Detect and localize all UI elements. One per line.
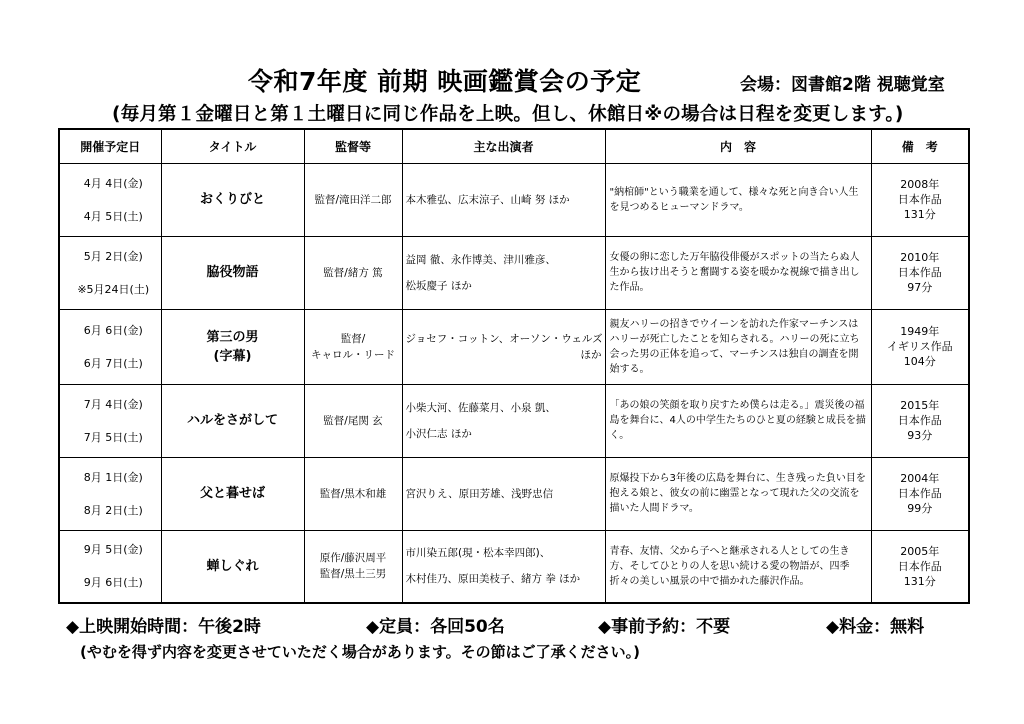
notes-cell [871, 384, 969, 457]
origin-country: 日本作品 [897, 559, 942, 573]
date-cell [59, 163, 161, 236]
cast-line: 小沢仁志 ほか [405, 427, 472, 440]
cast-line: ほか [580, 348, 602, 361]
start-time-info: ◆上映開始時間：午後2時 [66, 617, 261, 637]
director-cell [304, 457, 402, 530]
cast-cell [402, 163, 605, 236]
date-cell [59, 236, 161, 309]
date-saturday: 6月 7日(土) [83, 356, 143, 370]
notes-cell [871, 530, 969, 603]
film-title: おくりびと [199, 192, 265, 207]
date-friday: 7月 4日(金) [83, 397, 143, 411]
film-title-cell [161, 309, 304, 384]
film-title-cell [161, 236, 304, 309]
cast-cell [402, 309, 605, 384]
content-cell: 青春、友情、父から子へと継承される人としての生き方、そしてひとりの人を思い続ける愛の物語が、四季折々の美しい風景の中で描かれた藤沢作品。 [605, 530, 871, 603]
director-line: 監督/尾関 玄 [323, 414, 383, 427]
cast-cell [402, 384, 605, 457]
film-title-cell [161, 384, 304, 457]
reservation-info: ◆事前予約：不要 [598, 617, 731, 637]
content-cell: 親友ハリーの招きでウイーンを訪れた作家マーチンスはハリーが死亡したことを知らされる。ハリーの死に立ち会った男の正体を追って、マーチンスは独自の調査を開始する。 [605, 309, 871, 384]
column-header-title: タイトル [161, 129, 304, 163]
date-saturday: 8月 2日(土) [83, 503, 143, 517]
date-friday: 9月 5日(金) [83, 543, 143, 557]
table-row [59, 236, 969, 309]
title-row [0, 62, 1024, 98]
film-title: 蝉しぐれ [206, 558, 259, 574]
cast-line: ジョセフ・コットン、オーソン・ウェルズ [405, 332, 603, 345]
cast-line: 市川染五郎(現・松本幸四郎)、 [405, 547, 551, 560]
release-year: 2008年 [900, 178, 940, 191]
notes-cell [871, 236, 969, 309]
date-friday: 5月 2日(金) [83, 249, 143, 263]
director-line: キャロル・リード [311, 348, 395, 361]
runtime: 97分 [907, 281, 933, 294]
film-title-subtitle: (字幕) [213, 348, 252, 364]
origin-country: 日本作品 [897, 193, 942, 206]
cast-line: 小柴大河、佐藤菜月、小泉 凱、 [405, 401, 556, 414]
date-cell [59, 457, 161, 530]
film-title-cell [161, 457, 304, 530]
cast-line: 益岡 徹、永作博美、津川雅彦、 [405, 253, 556, 266]
film-title-cell [161, 163, 304, 236]
date-cell [59, 309, 161, 384]
table-row [59, 163, 969, 236]
table-row [59, 530, 969, 603]
schedule-note: (毎月第１金曜日と第１土曜日に同じ作品を上映。但し、休館日※の場合は日程を変更します。) [112, 104, 904, 125]
cast-line: 宮沢りえ、原田芳雄、浅野忠信 [405, 487, 554, 500]
column-header-notes: 備 考 [871, 129, 969, 163]
table-header-row [59, 129, 969, 163]
runtime: 99分 [907, 502, 933, 515]
info-row [0, 612, 1024, 638]
origin-country: イギリス作品 [886, 340, 953, 353]
film-title: 脇役物語 [206, 265, 259, 280]
release-year: 2005年 [900, 544, 940, 558]
notes-cell [871, 309, 969, 384]
director-line: 監督/ [340, 332, 366, 345]
runtime: 104分 [903, 355, 936, 368]
content-cell: "納棺師"という職業を通して、様々な死と向き合い人生を見つめるヒューマンドラマ。 [605, 163, 871, 236]
cast-line: 木村佳乃、原田美枝子、緒方 拳 ほか [405, 573, 581, 586]
fee-info: ◆料金：無料 [826, 617, 925, 637]
runtime: 131分 [903, 574, 936, 588]
cast-line: 本木雅弘、広末涼子、山崎 努 ほか [405, 193, 570, 206]
film-title: 第三の男 [206, 329, 259, 345]
film-title: 父と暮せば [199, 486, 265, 501]
release-year: 2004年 [900, 472, 940, 485]
column-header-content: 内 容 [605, 129, 871, 163]
director-line: 監督/滝田洋二郎 [314, 193, 392, 206]
date-saturday: 9月 6日(土) [83, 576, 143, 590]
film-title: ハルをさがして [186, 413, 278, 428]
date-friday: 8月 1日(金) [83, 470, 143, 484]
date-cell [59, 384, 161, 457]
director-cell [304, 309, 402, 384]
table-row [59, 384, 969, 457]
cast-line: 松坂慶子 ほか [405, 279, 472, 292]
cast-cell [402, 457, 605, 530]
column-header-cast: 主な出演者 [402, 129, 605, 163]
release-year: 2015年 [900, 399, 940, 412]
release-year: 1949年 [900, 325, 940, 338]
content-cell: 「あの娘の笑顔を取り戻すため僕らは走る。」震災後の福島を舞台に、4人の中学生たちのひと夏の経験と成長を描く。 [605, 384, 871, 457]
date-saturday: 7月 5日(土) [83, 430, 143, 444]
content-cell: 原爆投下から3年後の広島を舞台に、生き残った負い目を抱える娘と、彼女の前に幽霊となって現れた父の交流を描いた人間ドラマ。 [605, 457, 871, 530]
date-cell [59, 530, 161, 603]
footnote: (やむを得ず内容を変更させていただく場合があります。その節はご了承ください。) [80, 643, 641, 661]
runtime: 131分 [903, 208, 936, 221]
notes-cell [871, 163, 969, 236]
cast-cell [402, 530, 605, 603]
content-cell: 女優の卵に恋した万年脇役俳優がスポットの当たらぬ人生から抜け出そうと奮闘する姿を暖かな視線で描き出した作品。 [605, 236, 871, 309]
date-saturday: ※5月24日(土) [77, 282, 150, 296]
notes-cell [871, 457, 969, 530]
page-title: 令和7年度 前期 映画鑑賞会の予定 [248, 67, 642, 96]
column-header-date: 開催予定日 [59, 129, 161, 163]
director-cell [304, 530, 402, 603]
date-saturday: 4月 5日(土) [83, 209, 143, 223]
column-header-director: 監督等 [304, 129, 402, 163]
director-cell [304, 163, 402, 236]
director-cell [304, 384, 402, 457]
table-row [59, 309, 969, 384]
cast-cell [402, 236, 605, 309]
origin-country: 日本作品 [897, 487, 942, 500]
date-friday: 6月 6日(金) [83, 323, 143, 337]
release-year: 2010年 [900, 251, 940, 264]
origin-country: 日本作品 [897, 266, 942, 279]
capacity-info: ◆定員：各回50名 [366, 617, 505, 637]
film-title-cell [161, 530, 304, 603]
director-line: 監督/黒土三男 [319, 568, 387, 581]
schedule-table [58, 128, 970, 604]
director-line: 原作/藤沢周平 [319, 552, 387, 565]
date-friday: 4月 4日(金) [83, 176, 143, 190]
runtime: 93分 [907, 429, 933, 442]
director-line: 監督/黒木和雄 [319, 487, 387, 500]
venue-label: 会場：図書館2階 視聴覚室 [740, 75, 945, 95]
director-line: 監督/緒方 篤 [323, 266, 383, 279]
origin-country: 日本作品 [897, 414, 942, 427]
director-cell [304, 236, 402, 309]
table-row [59, 457, 969, 530]
